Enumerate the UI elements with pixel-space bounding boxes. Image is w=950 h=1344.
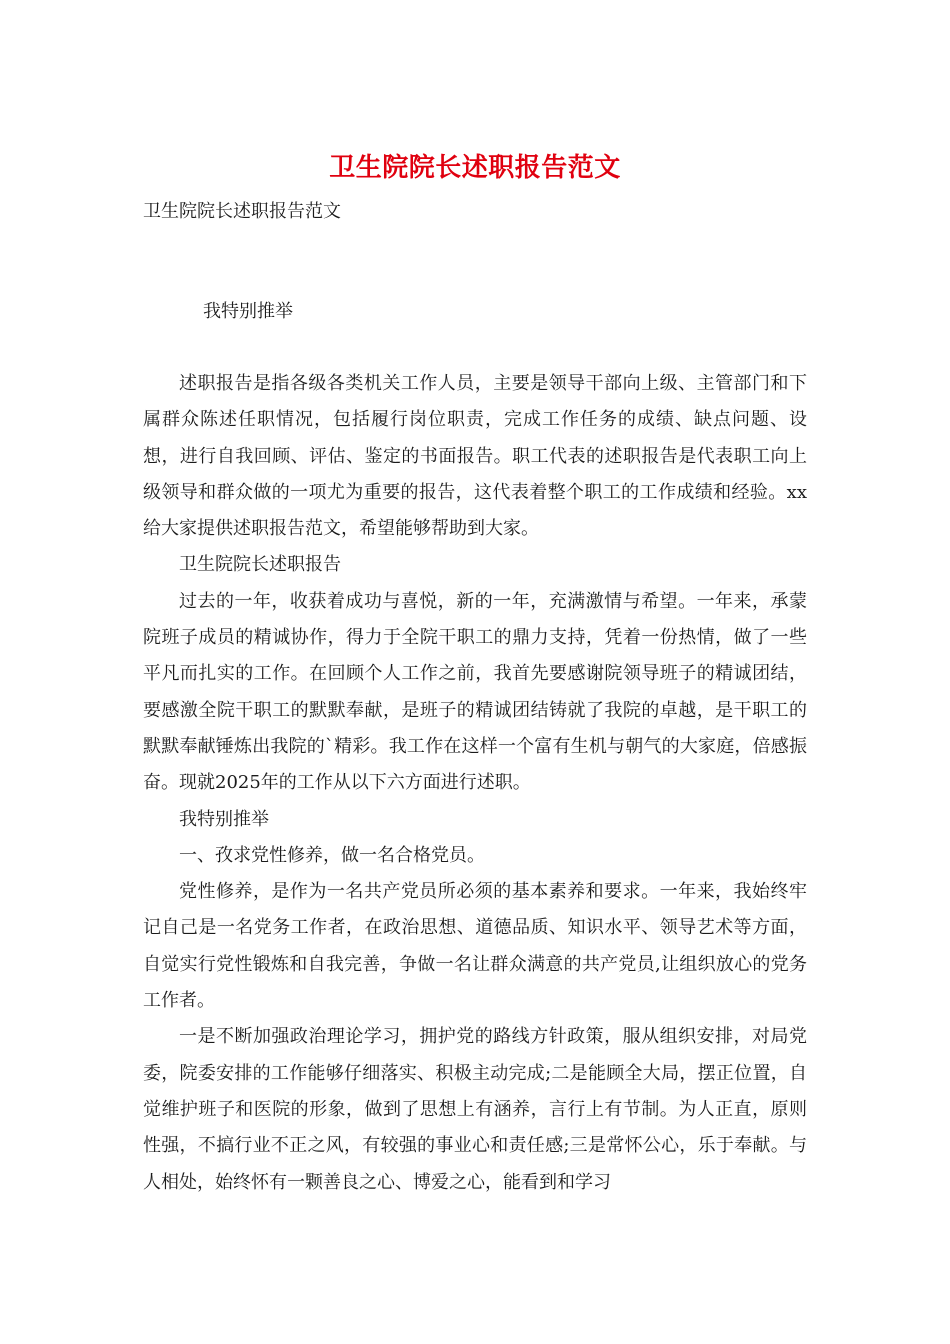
document-title: 卫生院院长述职报告范文: [329, 153, 621, 183]
intro-heading: 我特别推举: [203, 301, 293, 322]
paragraph-report-heading: 卫生院院长述职报告: [179, 554, 341, 576]
paragraph-intro: 述职报告是指各级各类机关工作人员，主要是领导干部向上级、主管部门和下属群众陈述任职情况，包括履行岗位职责，完成工作任务的成绩、缺点问题、设想，进行自我回顾、评估、鉴定的书面报告。职工代表的述职报告是代表职工向上级领导和群众做的一项尤为重要的报告，这代表着整个职工的工作成绩和经验。xx给大家提供述职报告范文，希望能够帮助到大家。: [143, 373, 807, 540]
paragraph-points: 一是不断加强政治理论学习，拥护党的路线方针政策，服从组织安排，对局党委，院委安排的工作能够仔细落实、积极主动完成;二是能顾全大局，摆正位置，自觉维护班子和医院的形象，做到了思想上有涵养，言行上有节制。为人正直，原则性强，不搞行业不正之风，有较强的事业心和责任感;三是常怀公心，乐于奉献。与人相处，始终怀有一颗善良之心、博爱之心，能看到和学习: [143, 1026, 807, 1193]
paragraph-review: 过去的一年，收获着成功与喜悦，新的一年，充满激情与希望。一年来，承蒙院班子成员的精诚协作，得力于全院干职工的鼎力支持，凭着一份热情，做了一些平凡而扎实的工作。在回顾个人工作之前，我首先要感谢院领导班子的精诚团结，要感激全院干职工的默默奉献，是班子的精诚团结铸就了我院的卓越，是干职工的默默奉献锤炼出我院的`精彩。我工作在这样一个富有生机与朝气的大家庭，倍感振奋。现就2025年的工作从以下六方面进行述职。: [143, 590, 807, 794]
paragraph-section-one-heading: 一、孜求党性修养，做一名合格党员。: [179, 844, 485, 866]
paragraph-recommend: 我特别推举: [179, 808, 269, 830]
document-body: [143, 366, 807, 1201]
paragraph-party-cultivation: 党性修养，是作为一名共产党员所必须的基本素养和要求。一年来，我始终牢记自己是一名党务工作者，在政治思想、道德品质、知识水平、领导艺术等方面，自觉实行党性锻炼和自我完善，争做一名让群众满意的共产党员,让组织放心的党务工作者。: [143, 881, 807, 1012]
document-subtitle: 卫生院院长述职报告范文: [143, 201, 341, 222]
